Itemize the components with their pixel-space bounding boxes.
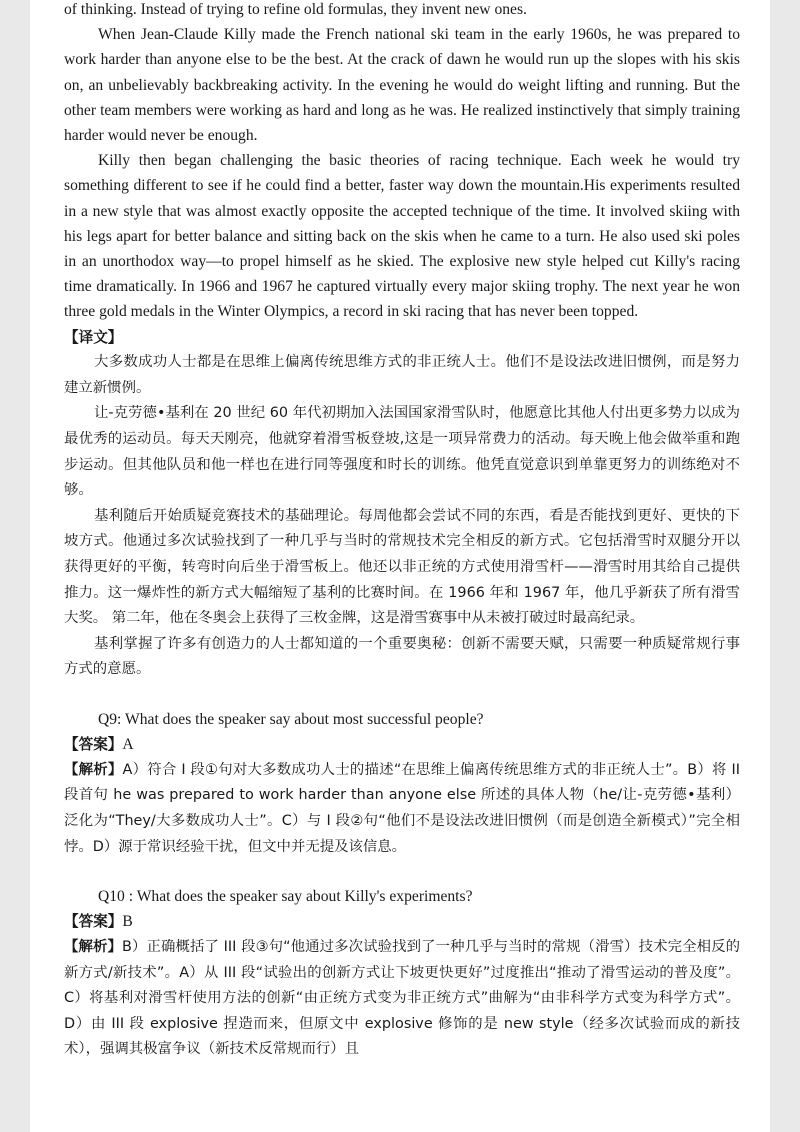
passage-paragraph: of thinking. Instead of trying to refine old formulas, they invent new ones.	[64, 1, 527, 18]
question-q10: Q10 : What does the speaker say about Killy's experiments?	[98, 888, 473, 906]
translation-paragraph: 大多数成功人士都是在思维上偏离传统思维方式的非正统人士。他们不是设法改进旧惯例，而是努力建立新惯例。	[64, 354, 740, 396]
analysis-label: 【解析】	[64, 938, 122, 955]
answer-line-q9	[64, 732, 740, 758]
analysis-text: B）正确概括了 III 段③句“他通过多次试验找到了一种几乎与当时的常规（滑雪）技术完全相反的新方式/新技术”。A）从 III 段“试验出的创新方式让下坡更快更好”过度推出“推动了滑雪运动的普及度”。C）将基利对滑雪杆使用方法的创新“由正统方式变为非正统方式”曲解为“由非科学方式变为科学方式”。D）由 III 段 explosive 捏造而来，但原文中 explosive 修饰的是 new style（经多次试验而成的新技术），强调其极富争议（新技术反常规而行）且	[64, 938, 740, 1058]
answer-label: 【答案】	[64, 736, 123, 754]
passage-paragraph: When Jean-Claude Killy made the French national ski team in the early 1960s, he was prepared to work harder than anyone else to be the best. At the crack of dawn he would run up the slopes with his skis on, an unbelievably backbreaking activity. In the evening he would do weight lifting and running. But the other team members were working as hard and long as he was. He realized instinctively that simply training harder would never be enough.	[64, 26, 740, 145]
answer-value: B	[122, 913, 133, 931]
analysis-q9	[64, 758, 740, 860]
analysis-q10	[64, 935, 740, 1063]
document-page	[30, 0, 770, 1132]
passage-paragraph: Killy then began challenging the basic theories of racing technique. Each week he would try something different to see if he could find a better, faster way down the mountain.His experiments resulted in a new style that was almost exactly opposite the accepted technique of the time. It involved skiing with his legs apart for better balance and sitting back on the skis when he came to a turn. He also used ski poles in an unorthodox way—to propel himself as he skied. The explosive new style helped cut Killy's racing time dramatically. In 1966 and 1967 he captured virtually every major skiing trophy. The next year he won three gold medals in the Winter Olympics, a record in ski racing that has never been topped.	[64, 152, 740, 321]
translation-heading: 【译文】	[64, 328, 123, 346]
answer-line-q10	[64, 909, 740, 935]
translation-paragraph: 让-克劳德•基利在 20 世纪 60 年代初期加入法国国家滑雪队时，他愿意比其他人付出更多势力以成为最优秀的运动员。每天天刚亮，他就穿着滑雪板登坡,这是一项异常费力的活动。每天晚上他会做举重和跑步运动。但其他队员和他一样也在进行同等强度和时长的训练。他凭直觉意识到单靠更努力的训练绝对不够。	[64, 405, 740, 499]
analysis-label: 【解析】	[64, 761, 123, 778]
answer-label: 【答案】	[64, 913, 123, 931]
answer-value: A	[122, 736, 134, 754]
translation-paragraph: 基利随后开始质疑竞赛技术的基础理论。每周他都会尝试不同的东西，看是否能找到更好、更快的下坡方式。他通过多次试验找到了一种几乎与当时的常规技术完全相反的新方式。它包括滑雪时双腿分开以获得更好的平衡，转弯时向后坐于滑雪板上。他还以非正统的方式使用滑雪杆——滑雪时用其给自己提供推力。这一爆炸性的新方式大幅缩短了基利的比赛时间。在 1966 年和 1967 年，他几乎新获了所有滑雪大奖。 第二年，他在冬奥会上获得了三枚金牌，这是滑雪赛事中从未被打破过时最高纪录。	[64, 507, 740, 627]
analysis-text: A）符合 I 段①句对大多数成功人士的描述“在思维上偏离传统思维方式的非正统人士”。B）将 II 段首句 he was prepared to work harder than anyone else 所述的具体人物（he/让-克劳德•基利）泛化为“They/大多数成功人士”。C）与 I 段②句“他们不是设法改进旧惯例（而是创造全新模式）”完全相悖。D）源于常识经验干扰，但文中并无提及该信息。	[64, 761, 740, 855]
translation-paragraph: 基利掌握了许多有创造力的人士都知道的一个重要奥秘：创新不需要天赋，只需要一种质疑常规行事方式的意愿。	[64, 635, 740, 678]
question-q9: Q9: What does the speaker say about most successful people?	[98, 710, 484, 728]
